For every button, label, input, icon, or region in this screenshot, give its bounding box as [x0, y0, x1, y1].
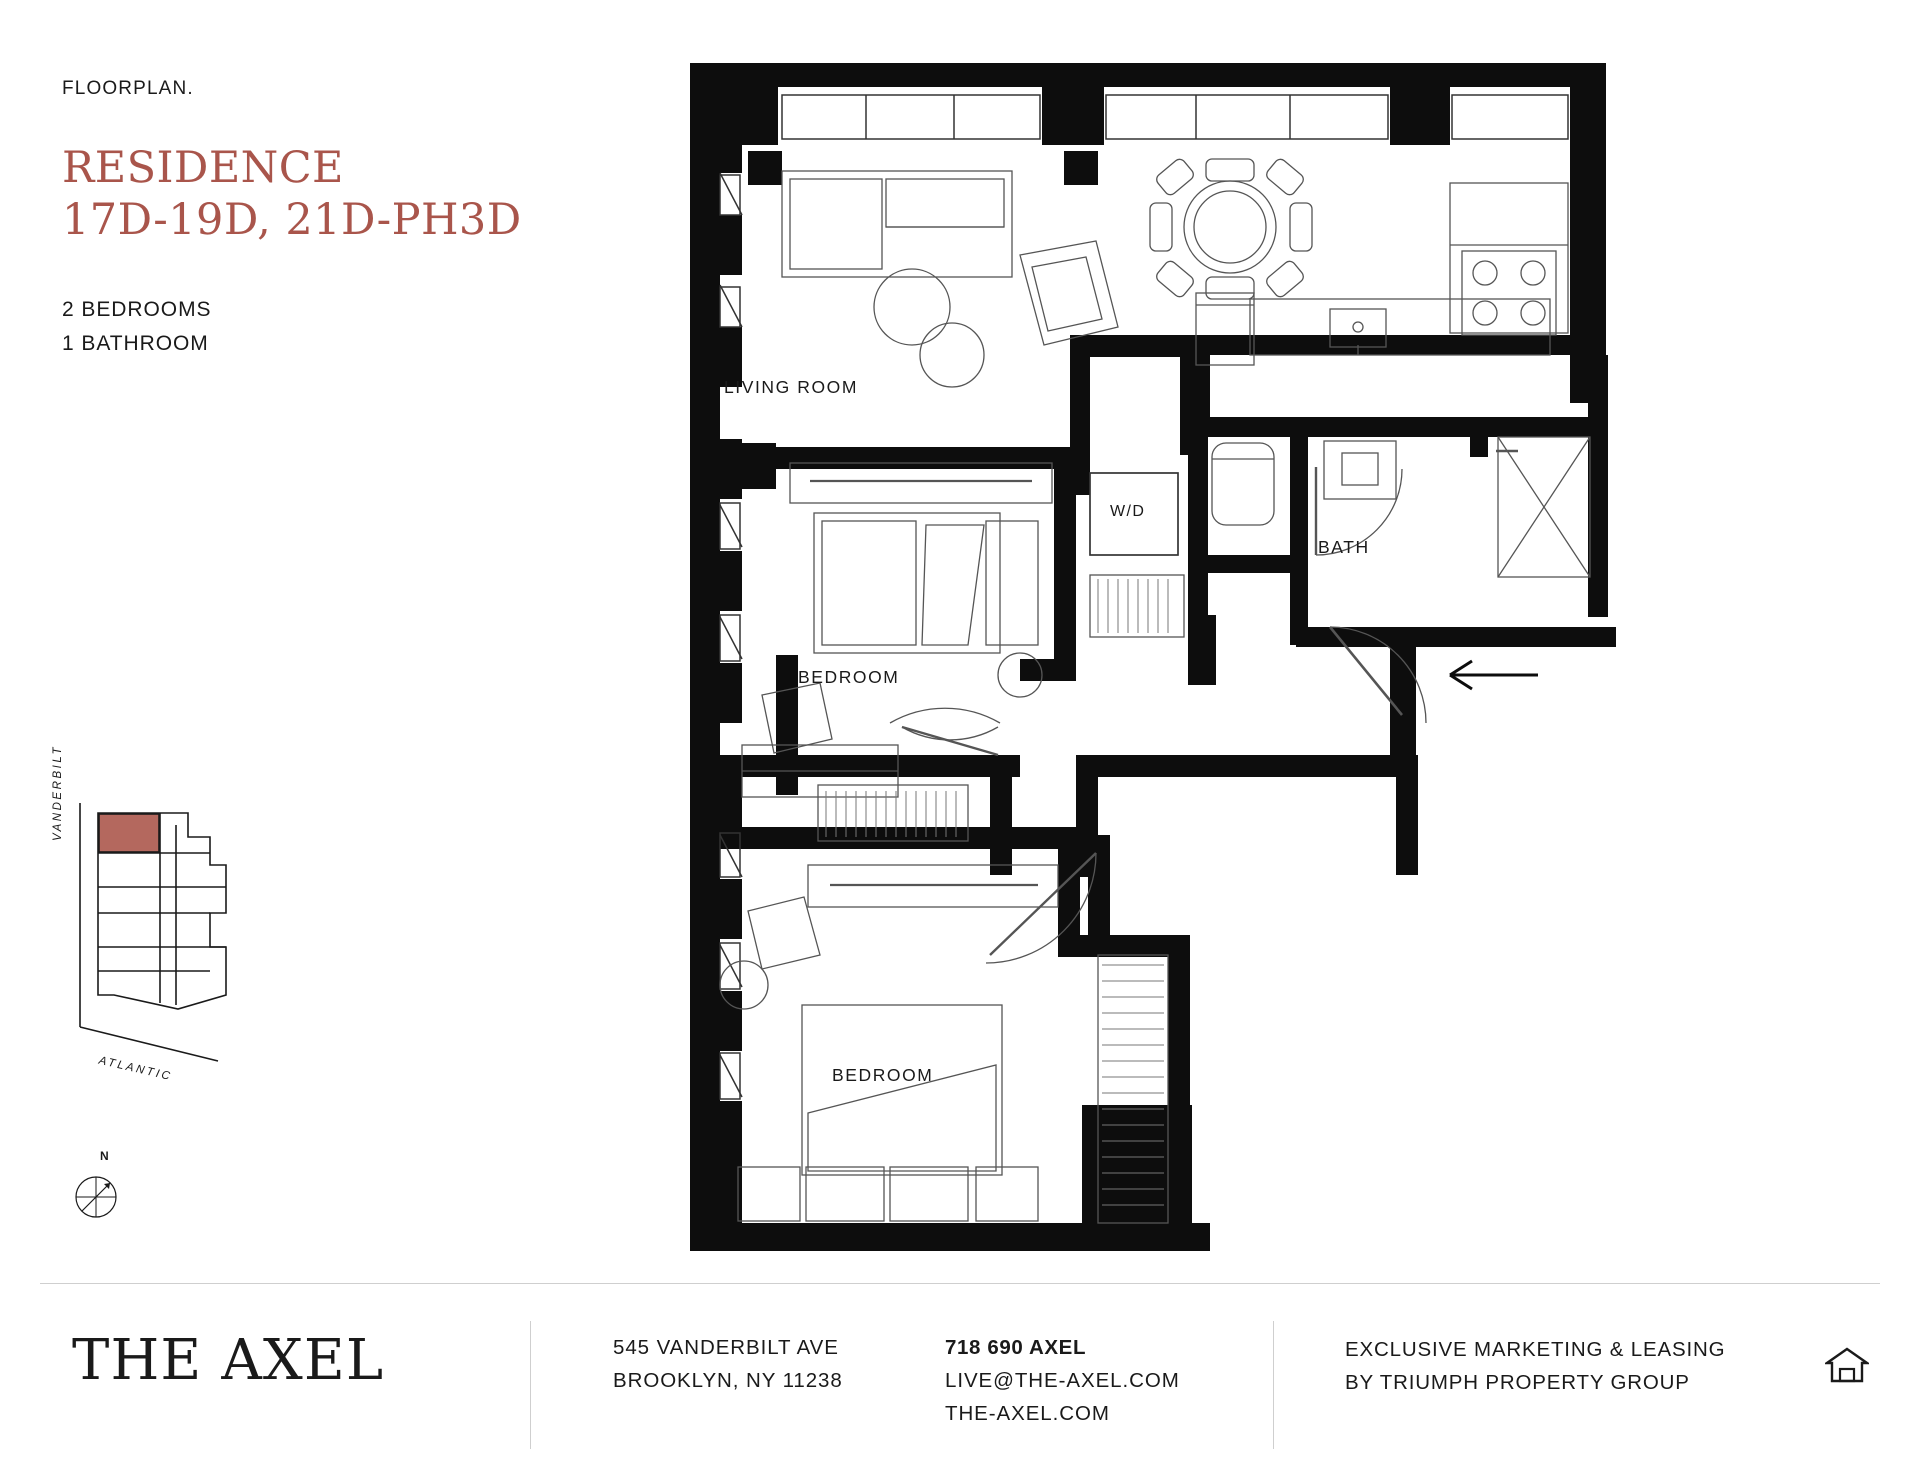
entry-direction-arrow	[1450, 661, 1538, 689]
compass-north-label: N	[100, 1149, 110, 1163]
keyplan-street-atlantic: ATLANTIC	[97, 1054, 174, 1084]
residence-info-panel	[62, 78, 532, 361]
brand-logo: THE AXEL	[72, 1328, 385, 1393]
footer	[0, 1283, 1920, 1483]
bedroom-primary-label: BEDROOM	[798, 667, 900, 687]
bedroom-secondary-label: BEDROOM	[832, 1065, 934, 1085]
floorplan-drawing	[690, 55, 1690, 1255]
footer-divider-2	[1273, 1321, 1274, 1449]
website-url[interactable]: THE-AXEL.COM	[945, 1402, 1110, 1426]
residence-title-line1: RESIDENCE	[62, 143, 344, 193]
residence-title-line2: 17D-19D, 21D-PH3D	[62, 195, 522, 246]
compass-icon	[68, 1165, 128, 1225]
keyplan-street-vanderbilt: VANDERBILT	[52, 744, 64, 841]
equal-housing-opportunity-icon	[1825, 1345, 1869, 1385]
page-title	[62, 142, 532, 247]
footer-leasing	[1345, 1333, 1725, 1399]
footer-contact	[945, 1331, 1180, 1431]
floorplan-kicker: FLOORPLAN.	[62, 78, 194, 99]
keyplan-diagram	[58, 795, 308, 1095]
phone-number[interactable]: 718 690 AXEL	[945, 1336, 1087, 1359]
bedroom-count: 2 BEDROOMS	[62, 297, 212, 321]
residence-specs	[62, 293, 532, 361]
footer-divider-1	[530, 1321, 531, 1449]
bath-label: BATH	[1318, 537, 1370, 557]
leasing-line-1: EXCLUSIVE MARKETING & LEASING	[1345, 1338, 1726, 1361]
email-address[interactable]: LIVE@THE-AXEL.COM	[945, 1369, 1180, 1393]
washer-dryer-label: W/D	[1110, 503, 1146, 520]
address-line-1: 545 VANDERBILT AVE	[613, 1336, 839, 1359]
key-plan	[52, 744, 308, 1095]
bathroom-count: 1 BATHROOM	[62, 331, 209, 355]
living-room-label: LIVING ROOM	[724, 377, 859, 397]
leasing-line-2: BY TRIUMPH PROPERTY GROUP	[1345, 1371, 1690, 1395]
address-line-2: BROOKLYN, NY 11238	[613, 1369, 843, 1393]
footer-address	[613, 1331, 843, 1397]
compass-rose	[68, 1149, 128, 1225]
keyplan-highlighted-unit	[99, 814, 159, 852]
